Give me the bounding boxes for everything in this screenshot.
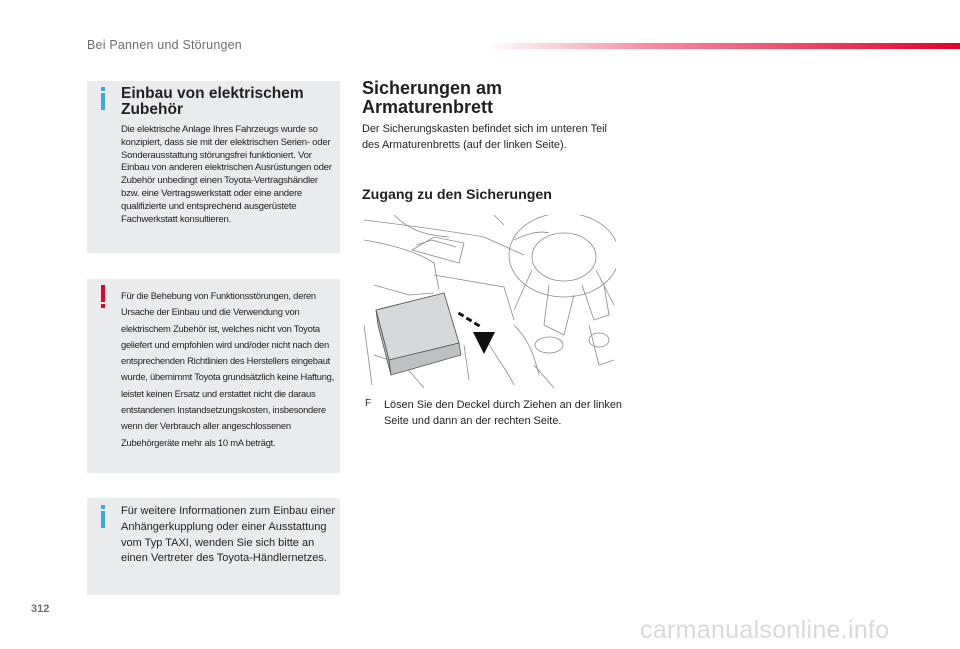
- section-intro: Der Sicherungskasten befindet sich im unteren Teil des Armaturenbretts (auf der linken Seite).: [362, 123, 607, 151]
- step-bullet: F: [365, 398, 372, 409]
- warning-box-text: Für die Behebung von Funktionsstörungen, deren Ursache der Einbau und die Verwendung von elektrischem Zubehör ist, welches nicht von Toyota geliefert und empfohlen wird und/oder nicht nach den entsprechenden Richtlinien des Herstellers eingebaut wurde, übernimmt Toyota grundsätzlich keine Haftung, leistet keinen Ersatz und erstattet nicht die daraus entstandenen Instandsetzungskosten, insbesondere wenn der Verbrauch aller angeschlossenen Zubehörgeräte mehr als 10 mA beträgt.: [121, 290, 334, 448]
- subsection-title: Zugang zu den Sicherungen: [362, 187, 552, 203]
- section-title: Sicherungen am Armaturenbrett: [362, 78, 503, 117]
- info-box-text: Die elektrische Anlage Ihres Fahrzeugs wurde so konzipiert, dass sie mit der elektrischen Serien- oder Sonderausstattung störungsfrei funktioniert. Vor Einbau von anderen elektrischen Ausrüstungen oder Zubehör unbedingt einen Toyota-Vertragshändler bzw. eine Vertragswerkstatt oder eine andere qualifizierte und entsprechend ausgerüstete Fachwerkstatt konsultieren.: [121, 124, 332, 225]
- watermark: carmanualsonline.info: [640, 616, 890, 644]
- info-box-title: Einbau von elektrischem Zubehör: [121, 85, 304, 118]
- step-text: Lösen Sie den Deckel durch Ziehen an der linken Seite und dann an der rechten Seite.: [384, 399, 622, 427]
- page-number: 312: [31, 603, 50, 615]
- section-header-title: Bei Pannen und Störungen: [87, 38, 242, 52]
- info-icon: [101, 505, 105, 528]
- info-icon: [101, 87, 105, 110]
- dashboard-fuse-cover-illustration: [364, 215, 616, 388]
- warning-icon: [101, 285, 105, 308]
- info-box-text: Für weitere Informationen zum Einbau einer Anhängerkupplung oder einer Ausstattung vom Typ TAXI, wenden Sie sich bitte an einen Vertreter des Toyota-Händlernetzes.: [121, 505, 335, 565]
- header-accent-bar: [485, 43, 960, 49]
